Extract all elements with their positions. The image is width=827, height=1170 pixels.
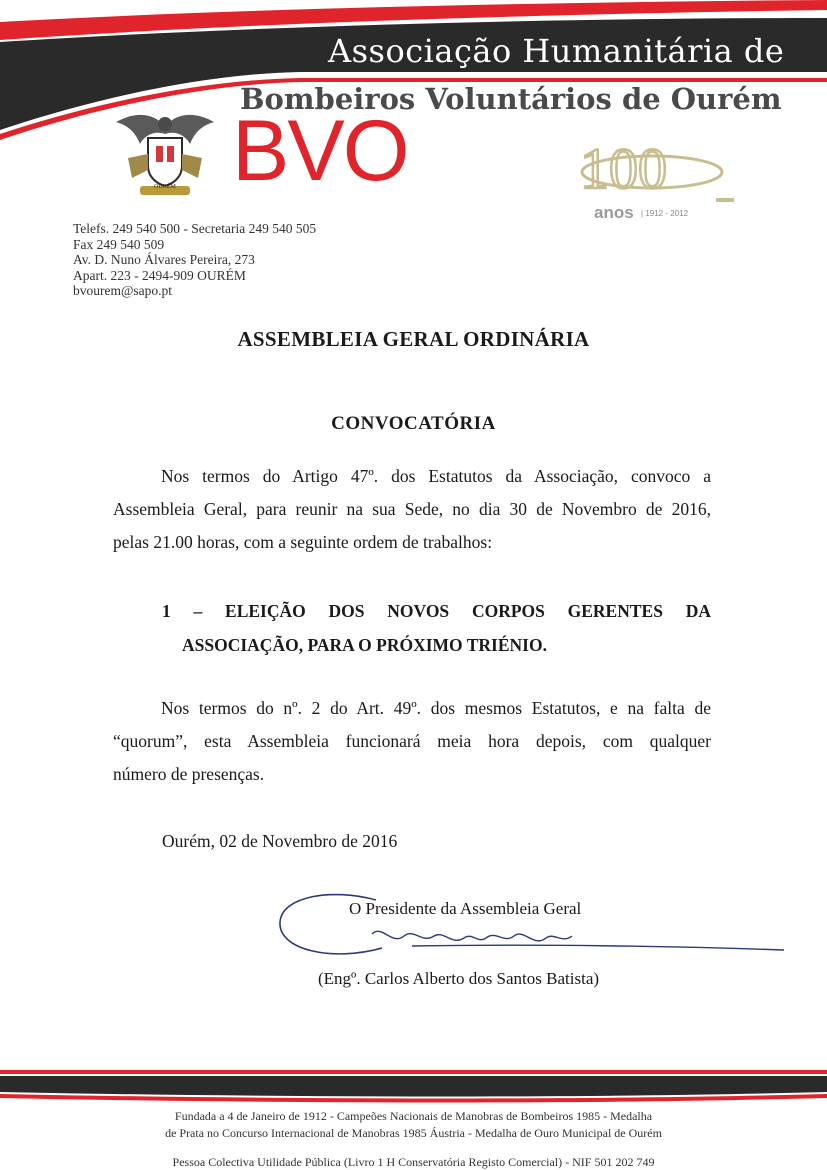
agenda-item-1	[162, 594, 711, 662]
agenda-line: ASSOCIAÇÃO, PARA O PRÓXIMO TRIÉNIO.	[182, 635, 547, 655]
centenary-years: | 1912 - 2012	[641, 209, 689, 218]
footer-line-1: Fundada a 4 de Janeiro de 1912 - Campeões Nacionais de Manobras de Bombeiros 1985 - Medalha	[174, 1109, 653, 1123]
footer-text	[0, 1108, 827, 1142]
centenary-anos: anos	[594, 203, 634, 222]
crest-ribbon-text: OURÉM	[154, 184, 176, 190]
document-date: Ourém, 02 de Novembro de 2016	[162, 831, 398, 851]
centenary-years-text: 1912 - 2012	[645, 209, 689, 218]
footer-line-3: Pessoa Colectiva Utilidade Pública (Livro 1 H Conservatória Registo Comercial) - NIF 501 202 749	[172, 1155, 655, 1169]
contact-email[interactable]: bvourem@sapo.pt	[73, 283, 173, 298]
association-name-line1: Associação Humanitária de	[328, 32, 785, 70]
paragraph-line: “quorum”, esta Assembleia funcionará meia hora depois, com qualquer	[113, 731, 711, 751]
document-title: ASSEMBLEIA GERAL ORDINÁRIA	[237, 327, 590, 351]
footer-line-2: de Prata no Concurso Internacional de Manobras 1985 Áustria - Medalha de Ouro Municipal de Ourém	[165, 1126, 662, 1140]
contact-phones: Telefs. 249 540 500 - Secretaria 249 540 505	[73, 221, 317, 236]
document-subtitle: CONVOCATÓRIA	[331, 413, 496, 434]
signatory-name: (Engº. Carlos Alberto dos Santos Batista)	[318, 969, 600, 988]
handwritten-signature	[272, 888, 792, 968]
paragraph-line: Nos termos do Artigo 47º. dos Estatutos da Associação, convoco a	[161, 466, 711, 486]
centenary-logo	[566, 138, 742, 218]
footer-banner	[0, 1066, 827, 1106]
contact-postal: Apart. 223 - 2494-909 OURÉM	[73, 267, 246, 283]
agenda-line: 1 – ELEIÇÃO DOS NOVOS CORPOS GERENTES DA	[162, 601, 711, 621]
paragraph-convocation	[113, 460, 711, 559]
paragraph-line: número de presenças.	[113, 764, 265, 784]
bvo-logo-text: BVO	[232, 103, 408, 199]
paragraph-line: Nos termos do nº. 2 do Art. 49º. dos mesmos Estatutos, e na falta de	[161, 698, 711, 718]
paragraph-line: Assembleia Geral, para reunir na sua Sede, no dia 30 de Novembro de 2016,	[113, 499, 711, 519]
svg-text:100: 100	[580, 138, 667, 201]
paragraph-quorum	[113, 692, 711, 791]
paragraph-line: pelas 21.00 horas, com a seguinte ordem de trabalhos:	[113, 532, 493, 552]
association-name-line2: Bombeiros Voluntários de Ourém	[240, 82, 782, 116]
signatory-role: O Presidente da Assembleia Geral	[349, 899, 582, 918]
contact-address: Av. D. Nuno Álvares Pereira, 273	[73, 252, 255, 267]
contact-fax: Fax 249 540 509	[73, 236, 165, 252]
contact-block	[73, 221, 316, 299]
